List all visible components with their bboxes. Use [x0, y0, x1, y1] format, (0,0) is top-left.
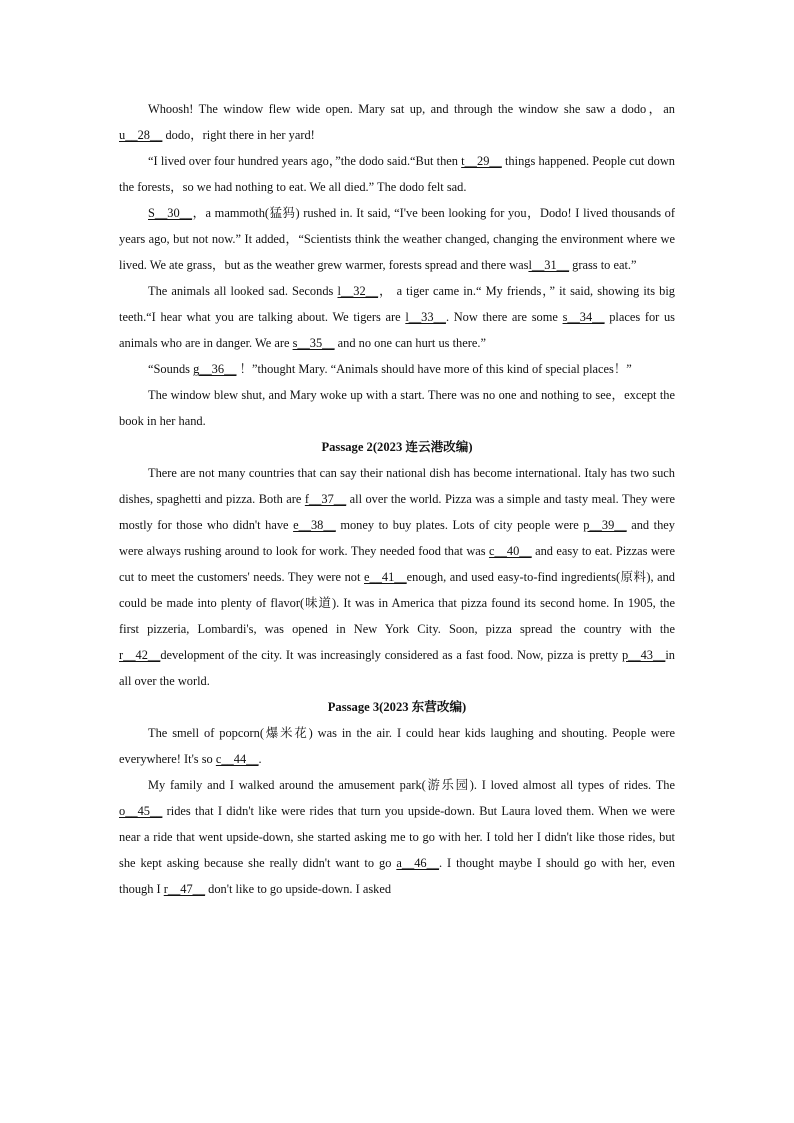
answer-blank: e__41__	[364, 570, 407, 584]
paragraph	[119, 720, 675, 772]
answer-blank: S__30__	[148, 206, 193, 220]
text-segment: grass to eat.”	[569, 258, 637, 272]
answer-blank: e__38__	[293, 518, 336, 532]
text-segment: dodo，right there in her yard!	[162, 128, 315, 142]
text-segment: .	[258, 752, 262, 766]
text-segment: development of the city. It was increasingly considered as a fast food. Now, pizza is pretty	[160, 648, 622, 662]
answer-blank: c__44__	[215, 752, 259, 766]
answer-blank: s__35__	[292, 336, 335, 350]
text-segment: things happened. People cut down the forests，so we had nothing to eat. We all died.” The dodo felt sad.	[119, 154, 676, 194]
answer-blank: l__32__	[337, 284, 379, 298]
text-segment: “Sounds	[148, 362, 194, 376]
document-page	[119, 96, 675, 902]
answer-blank: p__43__	[621, 648, 666, 662]
text-segment: Whoosh! The window flew wide open. Mary sat up, and through the window she saw a dodo，an	[148, 102, 675, 116]
paragraph	[119, 356, 675, 382]
paragraph	[119, 96, 675, 148]
answer-blank: a__46__	[396, 856, 440, 870]
text-segment: The window blew shut, and Mary woke up with a start. There was no one and nothing to see，except the book in her hand.	[119, 388, 675, 428]
paragraph	[119, 382, 675, 434]
passage-1	[119, 96, 675, 434]
text-segment: . Now there are some	[445, 310, 563, 324]
text-segment: places for us animals who are in danger. We are	[119, 310, 676, 350]
paragraph	[119, 460, 675, 694]
passage-3-heading: Passage 3(2023 东营改编)	[327, 700, 467, 714]
passage-2	[119, 460, 675, 694]
answer-blank: g__36__	[193, 362, 237, 376]
paragraph	[119, 200, 675, 278]
answer-blank: r__42__	[119, 648, 161, 662]
text-segment: all over the world. Pizza was a simple and tasty meal. They were mostly for those who didn't have	[119, 492, 675, 532]
answer-blank: t__29__	[461, 154, 502, 168]
text-segment: My family and I walked around the amusement park(游乐园). I loved almost all types of rides. The	[148, 778, 675, 792]
passage-2-heading: Passage 2(2023 连云港改编)	[321, 440, 473, 454]
text-segment: in all over the world.	[119, 648, 675, 688]
answer-blank: p__39__	[583, 518, 627, 532]
answer-blank: s__34__	[562, 310, 605, 324]
text-segment: ， a tiger came in.“ My friends，” it said, showing its big teeth.“I hear what you are talking about. We tigers are	[119, 284, 675, 324]
text-segment: The animals all looked sad. Seconds	[148, 284, 338, 298]
answer-blank: l__33__	[405, 310, 446, 324]
text-segment: money to buy plates. Lots of city people were	[335, 518, 584, 532]
text-segment: and they were always rushing around to look for work. They needed food that was	[119, 518, 675, 558]
answer-blank: r__47__	[163, 882, 206, 896]
text-segment: rides that I didn't like were rides that turn you upside-down. But Laura loved them. When we were near a ride that went upside-down, she started asking me to go with her. I told her I didn't like those rides, but she kept asking because she really didn't want to go	[119, 804, 675, 870]
text-segment: . I thought maybe I should go with her, even though I	[119, 856, 675, 896]
paragraph	[119, 148, 675, 200]
text-segment: There are not many countries that can say their national dish has become international. Italy has two such dishes, spaghetti and pizza. Both are	[119, 466, 675, 506]
text-segment: don't like to go upside-down. I asked	[205, 882, 392, 896]
paragraph	[119, 278, 675, 356]
answer-blank: f__37__	[304, 492, 347, 506]
paragraph	[119, 772, 675, 902]
text-segment: ！”thought Mary. “Animals should have more of this kind of special places！”	[236, 362, 632, 376]
text-segment: enough, and used easy-to-find ingredients(原料), and could be made into plenty of flavor(味道). It was in America that pizza found its second home. In 1905, the first pizzeria, Lombardi's, was opened in New York City. Soon, pizza spread the country with the	[119, 570, 676, 636]
text-segment: ，a mammoth(猛犸) rushed in. It said, “I've been looking for you，Dodo! I lived thousands of years ago, but not now.” It added，“Scientists think the weather changed, changing the environment where we lived. We ate grass，but as the weather grew warmer, forests spread and there was	[119, 206, 675, 272]
text-segment: and easy to eat. Pizzas were cut to meet the customers' needs. They were not	[119, 544, 675, 584]
answer-blank: o__45__	[119, 804, 163, 818]
text-segment: “I lived over four hundred years ago，”the dodo said.“But then	[148, 154, 462, 168]
text-segment: The smell of popcorn(爆米花) was in the air. I could hear kids laughing and shouting. People were everywhere! It's so	[119, 726, 675, 766]
answer-blank: l__31__	[528, 258, 570, 272]
answer-blank: u__28__	[119, 128, 163, 142]
passage-3	[119, 720, 675, 902]
answer-blank: c__40__	[489, 544, 532, 558]
text-segment: and no one can hurt us there.”	[334, 336, 486, 350]
